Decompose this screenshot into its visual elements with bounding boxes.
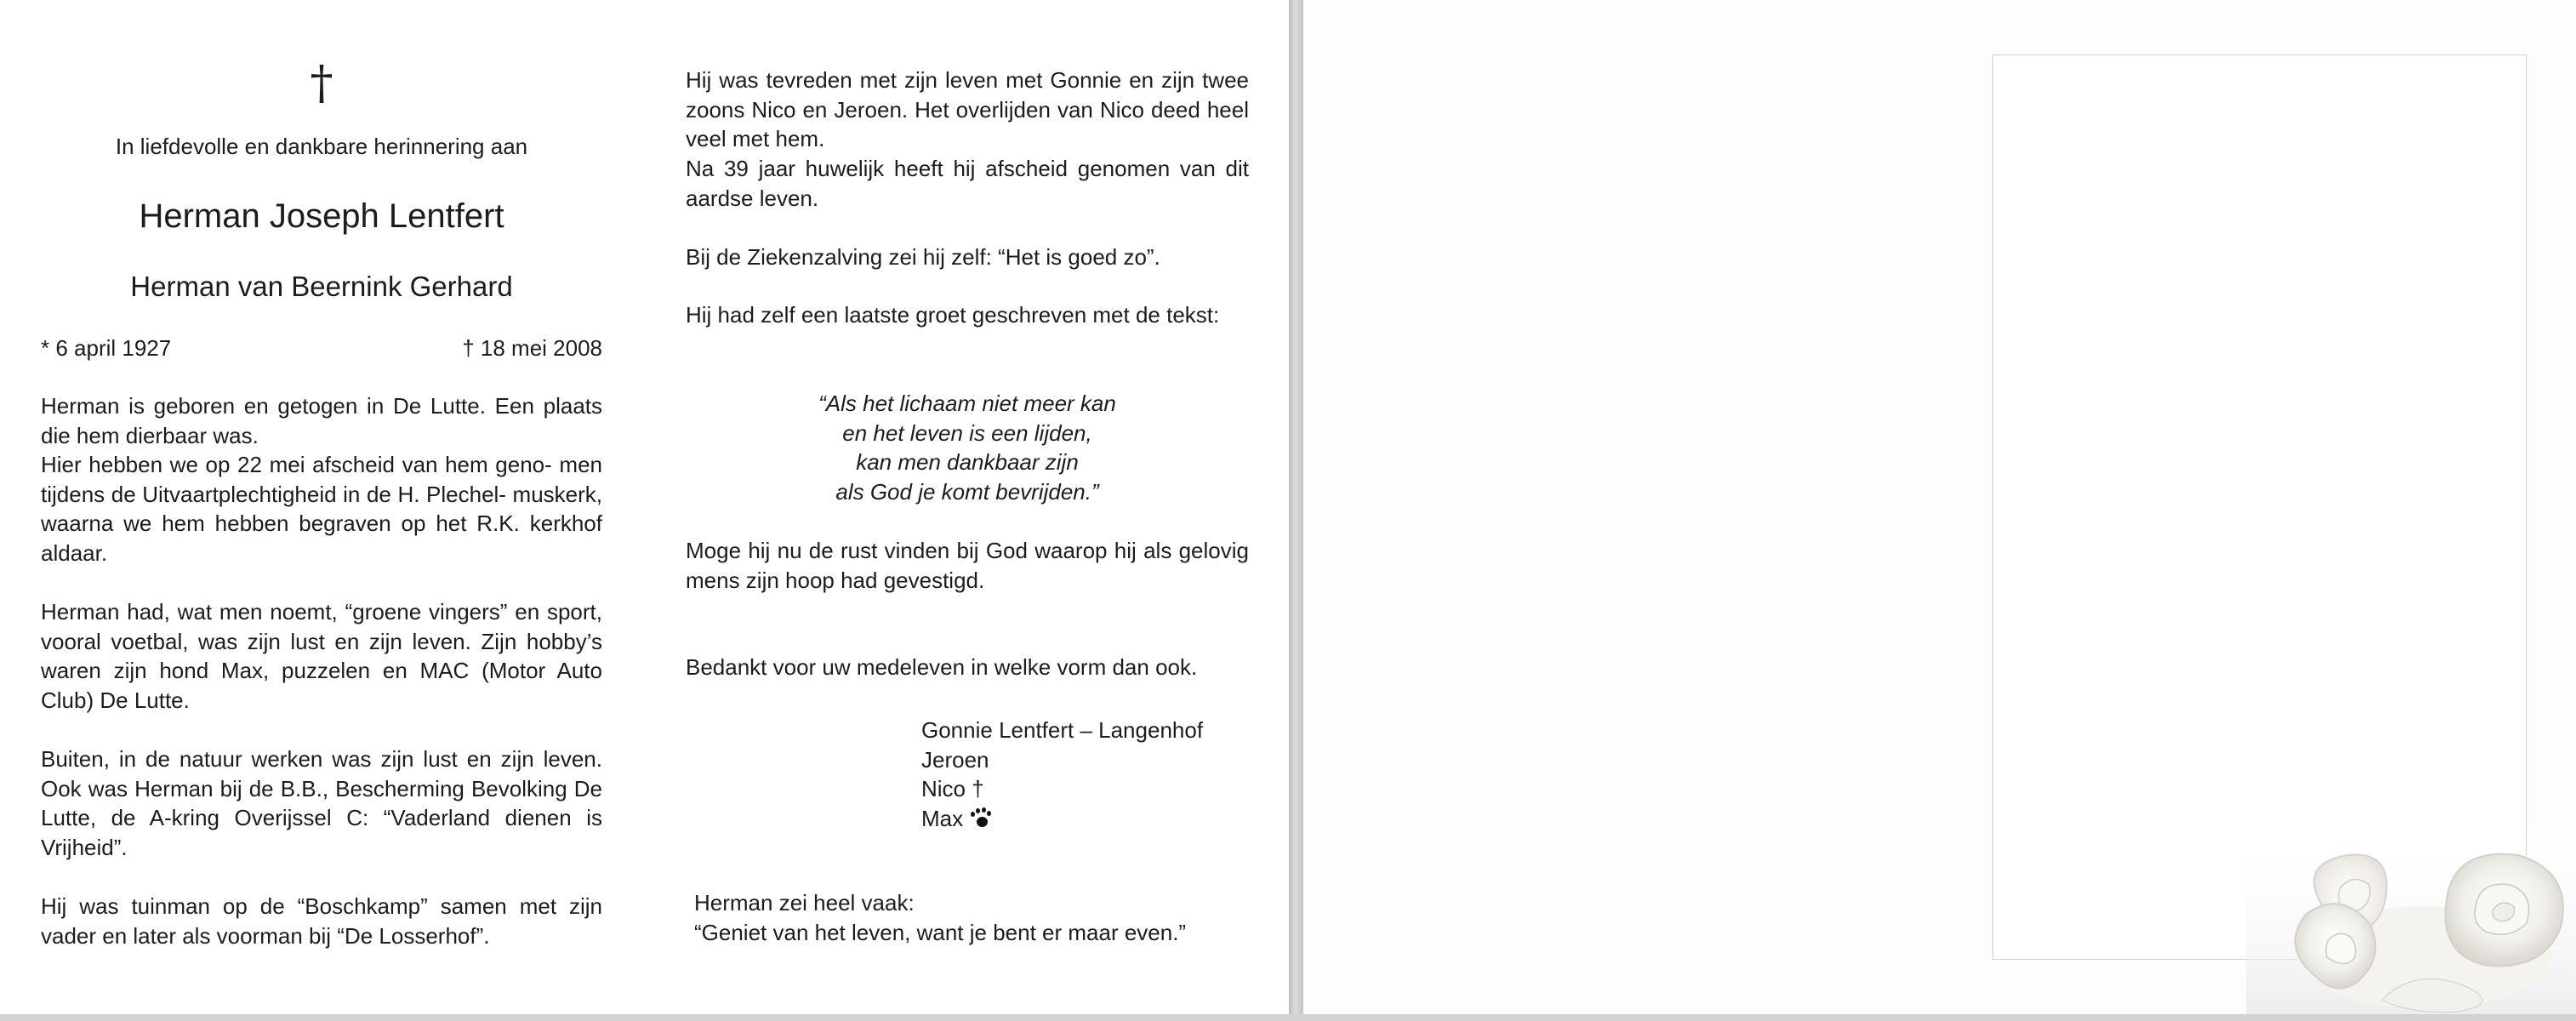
paragraph-funeral: Hier hebben we op 22 mei afscheid van hem geno- men tijdens de Uitvaartplechtigheid in de H. Plechel- muskerk, waarna we hem hebben begraven op het R.K. kerkhof aldaar. <box>41 452 602 566</box>
favorite-saying <box>694 888 1186 947</box>
poem-line: kan men dankbaar zijn <box>856 449 1079 475</box>
cross-icon: † <box>310 56 333 110</box>
paragraph-marriage: Na 39 jaar huwelijk heeft hij afscheid genomen van dit aardse leven. <box>686 156 1249 211</box>
roses-decoration <box>2246 830 2576 1014</box>
card-bottom-edge <box>0 1014 2576 1021</box>
poem-line: “Als het lichaam niet meer kan <box>818 391 1116 416</box>
paragraph-last-greeting: Hij had zelf een laatste groet geschreven met de tekst: <box>686 302 1220 328</box>
saying-intro: Herman zei heel vaak: <box>694 890 915 915</box>
paragraph-family-life: Hij was tevreden met zijn leven met Gonnie en zijn twee zoons Nico en Jeroen. Het overlijden van Nico deed heel veel met hem. <box>686 67 1249 151</box>
paragraph-hobbies: Herman had, wat men noemt, “groene vingers” en sport, vooral voetbal, was zijn lust en zijn leven. Zijn hobby’s waren zijn hond Max, puzzelen en MAC (Motor Auto Club) De Lutte. <box>41 599 602 713</box>
paragraph-rest: Moge hij nu de rust vinden bij God waarop hij als gelovig mens zijn hoop had gevestigd. <box>686 538 1249 593</box>
paragraph-work: Hij was tuinman op de “Boschkamp” samen met zijn vader en later als voorman bij “De Losserhof”. <box>41 893 602 949</box>
paragraph-birthplace: Herman is geboren en getogen in De Lutte. Een plaats die hem dierbaar was. <box>41 393 602 448</box>
family-member: Max <box>921 805 964 831</box>
deceased-name: Herman Joseph Lentfert <box>139 197 504 235</box>
card-inner-left <box>0 0 1289 1014</box>
family-signature <box>921 716 1203 833</box>
poem-line: en het leven is een lijden, <box>842 419 1092 446</box>
family-member: Nico † <box>921 776 984 801</box>
paragraph-anointing: Bij de Ziekenzalving zei hij zelf: “Het is goed zo”. <box>686 244 1160 270</box>
poem-line: als God je komt bevrijden.” <box>835 478 1099 505</box>
paw-print-icon <box>969 807 993 830</box>
family-member-max <box>921 804 1203 834</box>
photo-frame <box>1992 54 2527 960</box>
saying-text: “Geniet van het leven, want je bent er maar even.” <box>694 919 1187 945</box>
card-fold <box>1289 0 1303 1021</box>
family-member: Gonnie Lentfert – Langenhof <box>921 717 1204 743</box>
family-member: Jeroen <box>921 746 989 773</box>
birth-date: * 6 april 1927 <box>41 335 172 361</box>
deceased-subname: Herman van Beernink Gerhard <box>130 271 513 302</box>
paragraph-thanks: Bedankt voor uw medeleven in welke vorm dan ook. <box>686 654 1198 680</box>
poem-quote <box>686 389 1249 506</box>
death-date: † 18 mei 2008 <box>462 335 602 361</box>
paragraph-nature: Buiten, in de natuur werken was zijn lust en zijn leven. Ook was Herman bij de B.B., Bescherming Bevolking De Lutte, de A-kring Overijssel C: “Vaderland dienen is Vrijheid”. <box>41 746 602 860</box>
intro-text: In liefdevolle en dankbare herinnering aan <box>115 134 528 159</box>
